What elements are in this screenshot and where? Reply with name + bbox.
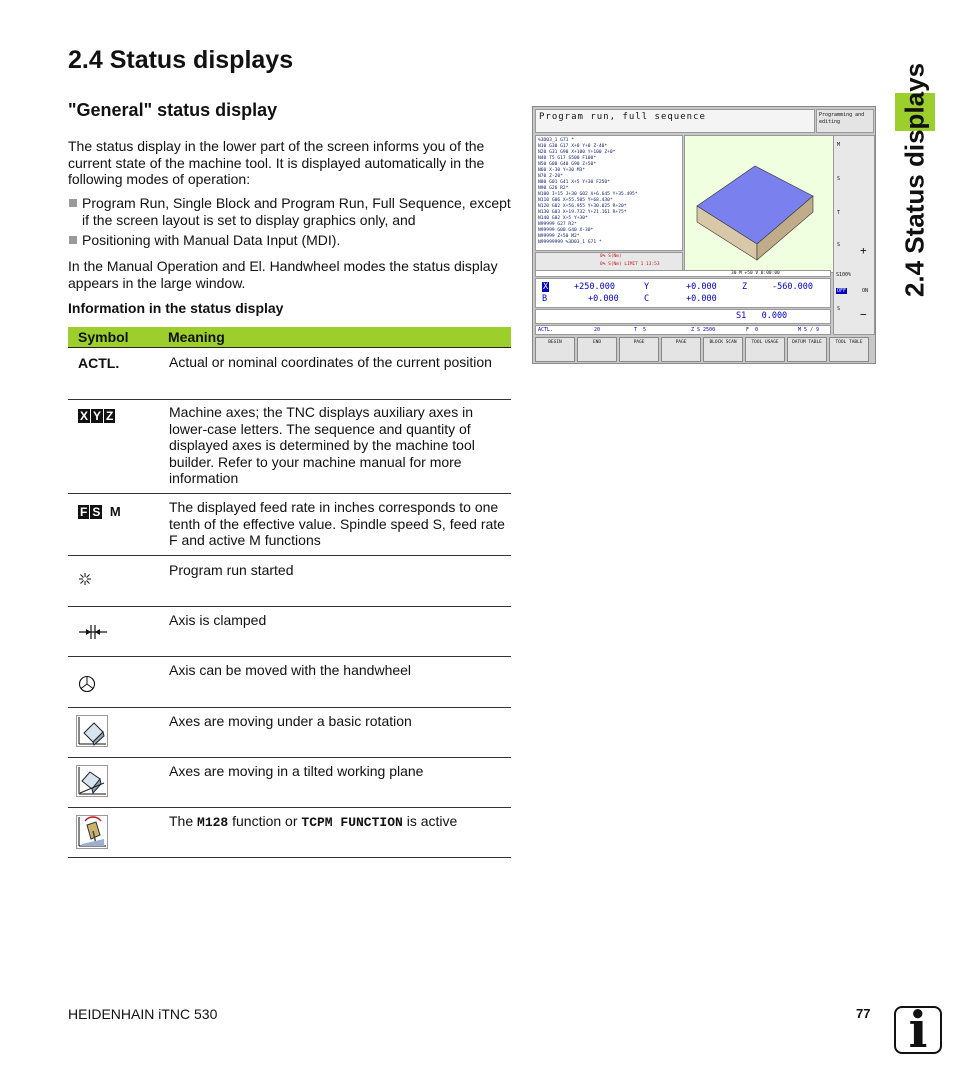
screenshot-mode-label: Programming and editing [816, 109, 874, 133]
table-caption: Information in the status display [68, 300, 284, 316]
axis-c-label: C [644, 294, 650, 304]
softkey-end[interactable]: END [577, 337, 617, 362]
axis-b-label: B [542, 294, 548, 304]
m128-code: M128 [197, 815, 229, 830]
feed-spindle-icon: F S M [80, 504, 121, 519]
program-listing: %3D03_1 G71 * N10 G30 G17 X+0 Y+0 Z-40* N20 G31 G90 X+100 Y+100 Z+0* N40 T5 G17 S500 F100* N50 G00 G40 G90 Z+50* N60 X-30 Y+30 M3* N70 Z-20* N80 G01 G41 X+5 Y+30 F250* N90 G26 R2* N100 I+15 J+30 G02 X+6.645 Y+35.495* N110 G06 X+55.505 Y+68.430* N120 G02 X+56.955 Y+30.025 R+20* N130 G03 X+19.732 Y+21.161 R+75* N140 G02 X+5 Y+30* N99999 G27 R2* N99999 G00 G40 X-30* N99999 Z+50 M2* N99999999 %3D03_1 G71 * [535, 135, 683, 251]
softkey-tool-table[interactable]: TOOL TABLE [829, 337, 869, 362]
axis-clamp-icon [78, 622, 108, 647]
page-number: 77 [856, 1006, 871, 1021]
tilted-plane-icon [76, 765, 108, 802]
table-cell-meaning: Axes are moving under a basic rotation [169, 713, 412, 729]
softkey-datum-table[interactable]: DATUM TABLE [787, 337, 827, 362]
side-softkeys: M S T S + S100% OFF ON S − [833, 135, 875, 335]
spindle-display: S1 0.000 [535, 309, 831, 324]
softkey-page-up[interactable]: PAGE [619, 337, 659, 362]
table-cell-meaning: Machine axes; the TNC displays auxiliary axes in lower-case letters. The sequence and quantity of displayed axes is determined by the machine tool builder. Refer to your machine manual for more information [169, 404, 475, 486]
axis-y-value: +0.000 [686, 282, 717, 292]
bullet-square-icon [69, 199, 77, 207]
screenshot-title: Program run, full sequence [535, 109, 815, 133]
table-cell-meaning: Axis is clamped [169, 612, 267, 628]
chapter-side-label: 2.4 Status displays [899, 62, 930, 298]
softkey-tool-usage[interactable]: TOOL USAGE [745, 337, 785, 362]
row-divider [68, 707, 511, 708]
status-overview: 0% S(Nm) 0% S(Nm) LIMIT 1 13:53 [535, 252, 683, 274]
tnc-screenshot [532, 106, 876, 364]
page-title: 2.4 Status displays [68, 46, 294, 74]
axis-c-value: +0.000 [686, 294, 717, 304]
axis-y-label: Y [644, 282, 650, 292]
plus-icon: + [860, 244, 867, 257]
m128-icon [76, 815, 108, 854]
status-bar: ACTL. 20 T 5 Z S 2500 F 0 M 5 / 9 [535, 325, 831, 335]
table-cell-meaning: Actual or nominal coordinates of the current position [169, 354, 492, 370]
program-run-icon [78, 572, 92, 591]
row-divider [68, 555, 511, 556]
list-item: Positioning with Manual Data Input (MDI). [68, 232, 512, 249]
intro-paragraph: The status display in the lower part of the screen informs you of the current state of the machine tool. It is displayed automatically in the following modes of operation: [68, 138, 485, 187]
softkey-begin[interactable]: BEGIN [535, 337, 575, 362]
table-cell-meaning: The M128 function or TCPM FUNCTION is active [169, 813, 458, 830]
section-heading: "General" status display [68, 100, 278, 120]
table-header [68, 327, 511, 348]
table-cell-meaning: Axes are moving in a tilted working plane [169, 763, 424, 779]
info-icon: i [894, 1006, 942, 1054]
position-display [535, 278, 831, 308]
handwheel-icon [78, 675, 96, 698]
softkey-page-down[interactable]: PAGE [661, 337, 701, 362]
axis-z-value: -560.000 [772, 282, 813, 292]
row-divider [68, 399, 511, 400]
axis-x-label: X [543, 282, 549, 292]
footer-manual-name: HEIDENHAIN iTNC 530 [68, 1006, 218, 1022]
row-divider [68, 656, 511, 657]
table-cell-meaning: Program run started [169, 562, 294, 578]
axis-x-value: +250.000 [574, 282, 615, 292]
row-divider [68, 757, 511, 758]
list-item: Program Run, Single Block and Program Run, Full Sequence, except if the screen layout is set to display graphics only, and [68, 195, 512, 228]
column-header-meaning: Meaning [168, 329, 225, 345]
softkey-block-scan[interactable]: BLOCK SCAN [703, 337, 743, 362]
table-cell-meaning: Axis can be moved with the handwheel [169, 662, 412, 678]
actl-symbol: ACTL. [78, 355, 120, 371]
softkey-row [535, 337, 875, 363]
axis-b-value: +0.000 [588, 294, 619, 304]
row-divider [68, 493, 511, 494]
axes-xyz-icon: X Y Z [80, 409, 114, 423]
table-cell-meaning: The displayed feed rate in inches corresponds to one tenth of the effective value. Spindle speed S, feed rate F and active M functions [169, 499, 505, 548]
bullet-square-icon [69, 236, 77, 244]
row-divider [68, 606, 511, 607]
row-divider [68, 857, 511, 858]
basic-rotation-icon [76, 715, 108, 752]
handwheel-paragraph: In the Manual Operation and El. Handwheel modes the status display appears in the large window. [68, 258, 498, 291]
tcpm-function-code: TCPM FUNCTION [301, 815, 403, 830]
status-time-bar: 30 M +50 V 0:00:00 [535, 270, 831, 277]
row-divider [68, 807, 511, 808]
axis-z-label: Z [742, 282, 748, 292]
workpiece-graphic [684, 135, 834, 273]
minus-icon: − [860, 308, 867, 321]
column-header-symbol: Symbol [78, 329, 129, 345]
